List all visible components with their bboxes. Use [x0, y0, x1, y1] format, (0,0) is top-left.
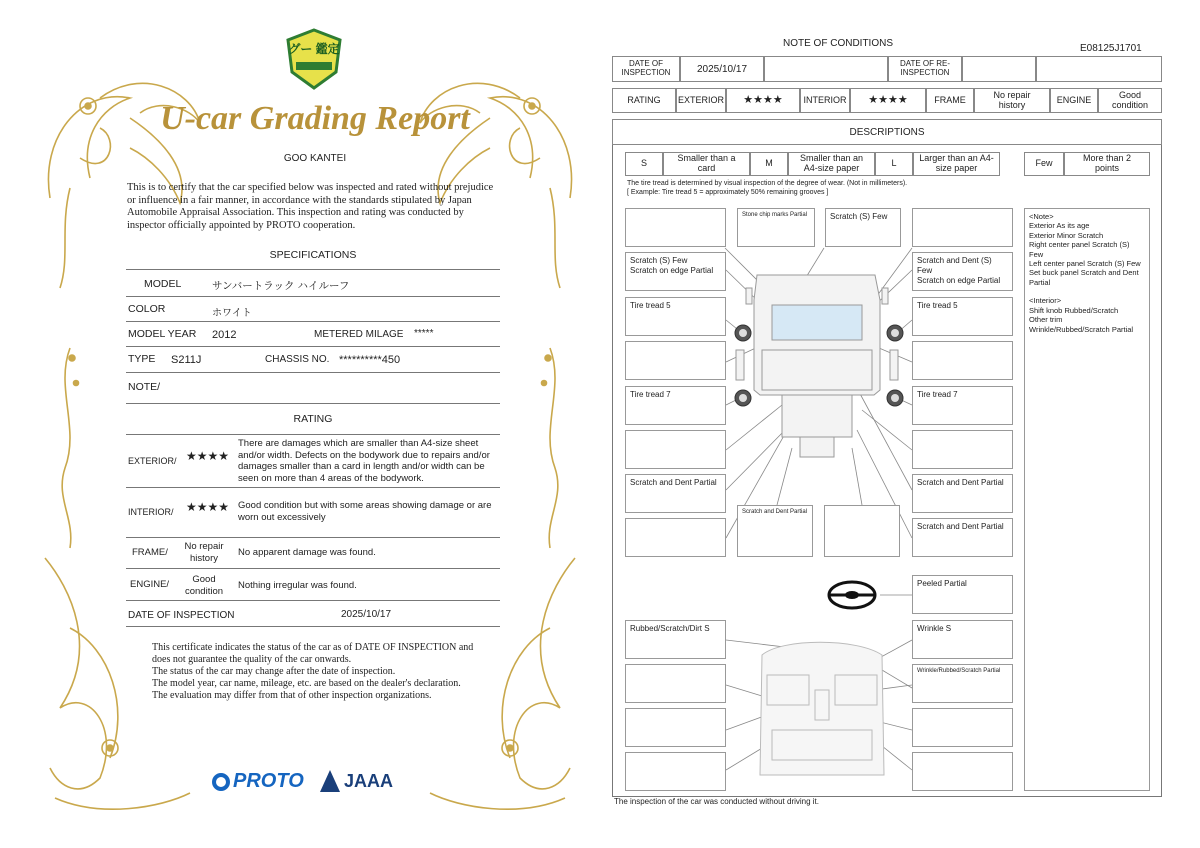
reinsp-label: DATE OF RE-INSPECTION	[888, 56, 962, 82]
box-rubbed: Rubbed/Scratch/Dirt S	[625, 620, 726, 659]
frame-label: FRAME/	[132, 547, 168, 558]
exterior-desc: There are damages which are smaller than A4-size sheet and/or width. Defects on the bodywork due to repairs and/or damages smaller than a card in length and/or width can be seen on more than 4 areas of the bodywork.	[238, 438, 490, 484]
interior-stars: ★★★★	[186, 500, 230, 514]
box-blank-b2	[824, 505, 900, 557]
interior-desc: Good condition but with some areas showing damage or are worn out excessively	[238, 500, 492, 523]
reinsp-empty	[1036, 56, 1162, 82]
engine-label: ENGINE	[1050, 88, 1098, 113]
color-label: COLOR	[128, 303, 166, 315]
legend-few-text: More than 2 points	[1064, 152, 1150, 176]
interior-label: INTERIOR	[800, 88, 850, 113]
engine-value: Good condition	[1098, 88, 1162, 113]
box-right-dent1: Scratch and Dent Partial	[912, 474, 1013, 513]
box-blank-i4r	[912, 752, 1013, 791]
legend-s-key: S	[625, 152, 663, 176]
descriptions-header: DESCRIPTIONS	[612, 119, 1162, 145]
box-blank-r5	[912, 430, 1013, 469]
exterior-label: EXTERIOR	[676, 88, 726, 113]
year-label: MODEL YEAR	[128, 328, 197, 340]
rating-label: RATING	[612, 88, 676, 113]
proto-mark-icon	[212, 773, 230, 791]
report-title: U-car Grading Report	[160, 100, 470, 137]
box-tire-rl: Tire tread 7	[625, 386, 726, 425]
report-subtitle: GOO KANTEI	[283, 153, 347, 164]
box-blank-i3r	[912, 708, 1013, 747]
model-value: サンバートラック ハイルーフ	[212, 280, 350, 292]
legend-s-text: Smaller than a card	[663, 152, 750, 176]
box-tire-fr: Tire tread 5	[912, 297, 1013, 336]
exterior-label: EXTERIOR/	[128, 456, 177, 466]
jaaa-mark-icon	[320, 770, 340, 792]
note-label: NOTE/	[128, 381, 161, 393]
sheet-code: E08125J1701	[1080, 43, 1142, 54]
milage-value: *****	[414, 328, 434, 339]
certify-text: This is to certify that the car specified below was inspected and rated without prejudice or influence in a fair manner, in accordance with the standards stipulated by Japan Automobile Appraisal Association. This inspection and rating was conducted by inspector officially appointed by PROTO cooperation.	[127, 182, 494, 231]
box-right-scratch: Scratch and Dent (S) Few Scratch on edge Partial	[912, 252, 1013, 291]
doi-empty	[764, 56, 888, 82]
chassis-label: CHASSIS NO.	[265, 354, 330, 365]
footer-note: The inspection of the car was conducted without driving it.	[614, 797, 819, 806]
type-value: S211J	[171, 354, 202, 366]
legend-m-key: M	[750, 152, 788, 176]
tread-note-1: The tire tread is determined by visual inspection of the degree of wear. (Not in millimeters).	[627, 180, 908, 187]
tread-note-2: [ Example: Tire tread 5 = approximately 50% remaining grooves ]	[627, 189, 829, 196]
box-blank-l5	[625, 430, 726, 469]
exterior-stars: ★★★★	[186, 449, 230, 463]
box-blank-r3	[912, 341, 1013, 380]
engine-label: ENGINE/	[130, 579, 170, 590]
grading-report-certificate	[40, 28, 580, 820]
model-label: MODEL	[144, 278, 182, 290]
doi-label: DATE OF INSPECTION	[612, 56, 680, 82]
box-tire-rr: Tire tread 7	[912, 386, 1013, 425]
box-stone: Stone chip marks Partial	[737, 208, 815, 247]
doi-value: 2025/10/17	[680, 56, 764, 82]
steering-wheel-icon	[829, 582, 875, 608]
box-peeled: Peeled Partial	[912, 575, 1013, 614]
box-blank-l3	[625, 341, 726, 380]
frame-value: No repair history	[974, 88, 1050, 113]
jaaa-logo: JAAA	[320, 770, 393, 792]
box-blank-i2l	[625, 664, 726, 703]
box-blank-l7	[625, 518, 726, 557]
frame-desc: No apparent damage was found.	[238, 547, 376, 558]
frame-label: FRAME	[926, 88, 974, 113]
box-blank-tl	[625, 208, 726, 247]
box-left-dent: Scratch and Dent Partial	[625, 474, 726, 513]
chassis-value: **********450	[339, 354, 401, 366]
box-right-dent2: Scratch and Dent Partial	[912, 518, 1013, 557]
frame-value: No repair history	[184, 541, 224, 564]
year-value: 2012	[212, 329, 237, 341]
legend-l-key: L	[875, 152, 913, 176]
reinsp-value	[962, 56, 1036, 82]
type-label: TYPE	[128, 353, 156, 365]
engine-desc: Nothing irregular was found.	[238, 580, 357, 591]
notes-column: <Note> Exterior As its age Exterior Minor Scratch Right center panel Scratch (S) Few Left center panel Scratch (S) Few Set buck panel Scratch and Dent Partial <Interior> Shift knob Rubbed/Scratch Other trim Wrinkle/Rubbed/Scratch Partial	[1024, 208, 1150, 791]
disclaimer: This certificate indicates the status of the car as of DATE OF INSPECTION and does not guarantee the quality of the car onwards. The status of the car may change after the date of inspection. The model year, car name, mileage, etc. are based on the dealer's declaration. The evaluation may differ from that of other inspection organizations.	[152, 642, 474, 701]
box-wrinkle: Wrinkle S	[912, 620, 1013, 659]
proto-logo: PROTO	[212, 770, 304, 793]
legend-m-text: Smaller than an A4-size paper	[788, 152, 875, 176]
box-wrinkle2: Wrinkle/Rubbed/Scratch Partial	[912, 664, 1013, 703]
interior-stars: ★★★★	[850, 88, 926, 113]
box-blank-i4l	[625, 752, 726, 791]
rating-header: RATING	[293, 413, 333, 425]
spec-header: SPECIFICATIONS	[269, 249, 357, 261]
box-tire-fl: Tire tread 5	[625, 297, 726, 336]
interior-label: INTERIOR/	[128, 507, 174, 517]
engine-value: Good condition	[184, 574, 224, 597]
box-blank-tr	[912, 208, 1013, 247]
sheet-title: NOTE OF CONDITIONS	[783, 38, 893, 49]
date-value: 2025/10/17	[341, 609, 392, 620]
exterior-stars: ★★★★	[726, 88, 800, 113]
box-left-scratch: Scratch (S) Few Scratch on edge Partial	[625, 252, 726, 291]
legend-few-key: Few	[1024, 152, 1064, 176]
date-label: DATE OF INSPECTION	[128, 610, 235, 621]
goo-kantei-badge: グー 鑑定	[286, 28, 342, 90]
color-value: ホワイト	[212, 308, 252, 319]
box-bottom-dent: Scratch and Dent Partial	[737, 505, 813, 557]
box-blank-i3l	[625, 708, 726, 747]
milage-label: METERED MILAGE	[314, 329, 404, 340]
box-scratch-few-top: Scratch (S) Few	[825, 208, 901, 247]
legend-l-text: Larger than an A4-size paper	[913, 152, 1000, 176]
